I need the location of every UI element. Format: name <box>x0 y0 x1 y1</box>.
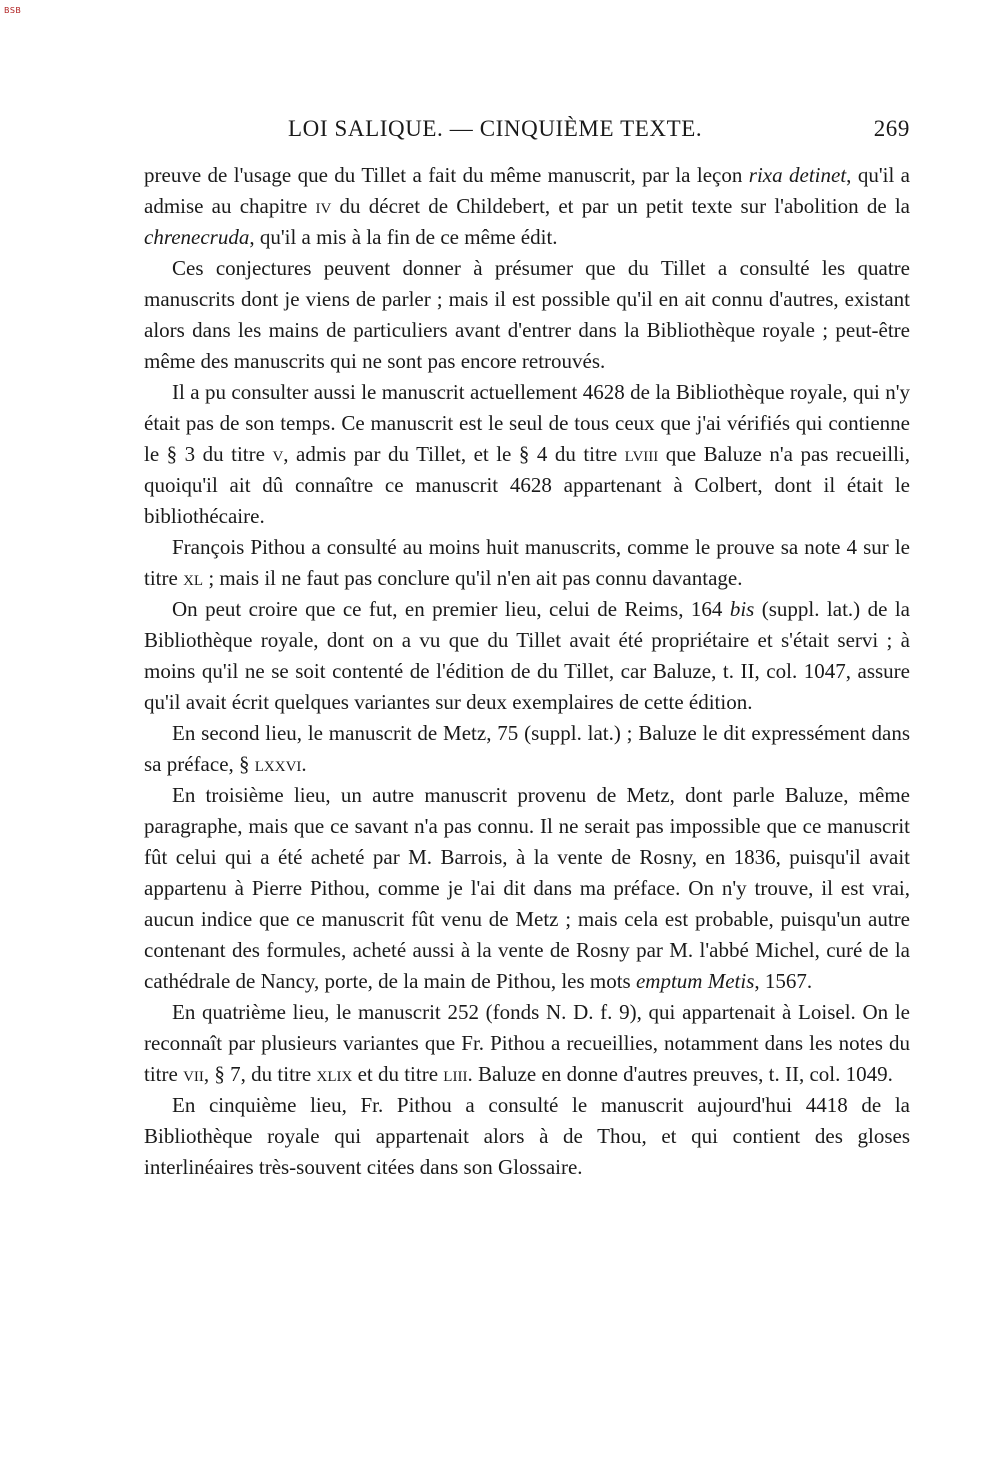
roman-numeral: lxxvi <box>254 752 302 776</box>
text-segment: , admis par du Tillet, et le § 4 du titre <box>283 442 625 466</box>
paragraph <box>144 1090 910 1183</box>
paragraph <box>144 532 910 594</box>
text-segment: Il a pu consulter aussi le manuscrit actuellement 4628 de la Bibliothèque royale, qui n'y était pas de son temps. Ce manuscrit est le seul de tous ceux que j'ai vérifiés qui contienne le § 3 du titre <box>144 380 910 466</box>
paragraph <box>144 997 910 1090</box>
italic-text: bis <box>729 597 755 621</box>
text-segment: que Baluze n'a pas recueilli, quoiqu'il ait dû connaître ce manuscrit 4628 appartenant à Colbert, dont il était le bibliothécaire. <box>144 442 910 528</box>
roman-numeral: liii <box>443 1062 468 1086</box>
italic-text: rixa detinet <box>748 163 847 187</box>
paragraph <box>144 160 910 253</box>
paragraph <box>144 253 910 377</box>
roman-numeral: xlix <box>316 1062 353 1086</box>
text-segment: On peut croire que ce fut, en premier lieu, celui de Reims, 164 <box>172 597 730 621</box>
roman-numeral: iv <box>315 194 332 218</box>
text-segment: . Baluze en donne d'autres preuves, t. II, col. 1049. <box>467 1062 893 1086</box>
roman-numeral: vii <box>183 1062 204 1086</box>
roman-numeral: xl <box>183 566 204 590</box>
italic-text: chrenecruda <box>144 225 250 249</box>
text-segment: En troisième lieu, un autre manuscrit provenu de Metz, dont parle Baluze, même paragraphe, mais que ce savant n'a pas connu. Il ne serait pas impossible que ce manuscrit fût celui qui a été acheté par M. Barrois, à la vente de Rosny, en 1836, puisqu'il avait appartenu à Pierre Pithou, comme je l'ai dit dans ma préface. On n'y trouve, il est vrai, aucun indice que ce manuscrit fût venu de Metz ; mais cela est probable, puisqu'un autre contenant des formules, acheté aussi à la vente de Rosny par M. l'abbé Michel, curé de la cathédrale de Nancy, porte, de la main de Pithou, les mots <box>144 783 910 993</box>
text-segment: , qu'il a admise au chapitre <box>144 163 910 218</box>
italic-text: emptum Metis <box>635 969 755 993</box>
text-segment: ; mais il ne faut pas conclure qu'il n'en ait pas connu davantage. <box>203 566 743 590</box>
text-segment: du décret de Childebert, et par un petit texte sur l'abolition de la <box>331 194 910 218</box>
text-segment: et du titre <box>352 1062 444 1086</box>
paragraph <box>144 780 910 997</box>
roman-numeral: lviii <box>624 442 659 466</box>
text-segment: François Pithou a consulté au moins huit manuscrits, comme le prouve sa note 4 sur le titre <box>144 535 910 590</box>
text-segment: , 1567. <box>754 969 813 993</box>
library-stamp: BSB <box>4 6 22 15</box>
text-segment: . <box>301 752 307 776</box>
text-segment: preuve de l'usage que du Tillet a fait du même manuscrit, par la leçon <box>144 163 749 187</box>
text-segment: En second lieu, le manuscrit de Metz, 75 (suppl. lat.) ; Baluze le dit expressément dans sa préface, § <box>144 721 910 776</box>
text-segment: , qu'il a mis à la fin de ce même édit. <box>249 225 558 249</box>
text-segment: , § 7, du titre <box>203 1062 317 1086</box>
paragraph <box>144 594 910 718</box>
text-segment: En cinquième lieu, Fr. Pithou a consulté le manuscrit aujourd'hui 4418 de la Bibliothèque royale qui appartenait alors à de Thou, et qui contient des gloses interlinéaires très-souvent citées dans son Glossaire. <box>144 1093 910 1179</box>
roman-numeral: v <box>272 442 284 466</box>
running-title: LOI SALIQUE. — CINQUIÈME TEXTE. <box>288 116 703 141</box>
paragraph <box>144 718 910 780</box>
text-segment: En quatrième lieu, le manuscrit 252 (fonds N. D. f. 9), qui appartenait à Loisel. On le reconnaît par plusieurs variantes que Fr. Pithou a recueillies, notamment dans les notes du titre <box>144 1000 910 1086</box>
paragraph <box>144 377 910 532</box>
text-body <box>144 160 910 1183</box>
text-segment: Ces conjectures peuvent donner à présumer que du Tillet a consulté les quatre manuscrits dont je viens de parler ; mais il est possible qu'il en ait connu d'autres, existant alors dans les mains de particuliers avant d'entrer dans la Bibliothèque royale ; peut-être même des manuscrits qui ne sont pas encore retrouvés. <box>144 256 910 373</box>
page-number: 269 <box>873 116 910 141</box>
text-segment: (suppl. lat.) de la Bibliothèque royale, dont on a vu que du Tillet avait été propriétaire et s'était servi ; à moins qu'il ne se soit contenté de l'édition de du Tillet, car Baluze, t. II, col. 1047, assure qu'il avait écrit quelques variantes sur deux exemplaires de cette édition. <box>144 597 911 714</box>
